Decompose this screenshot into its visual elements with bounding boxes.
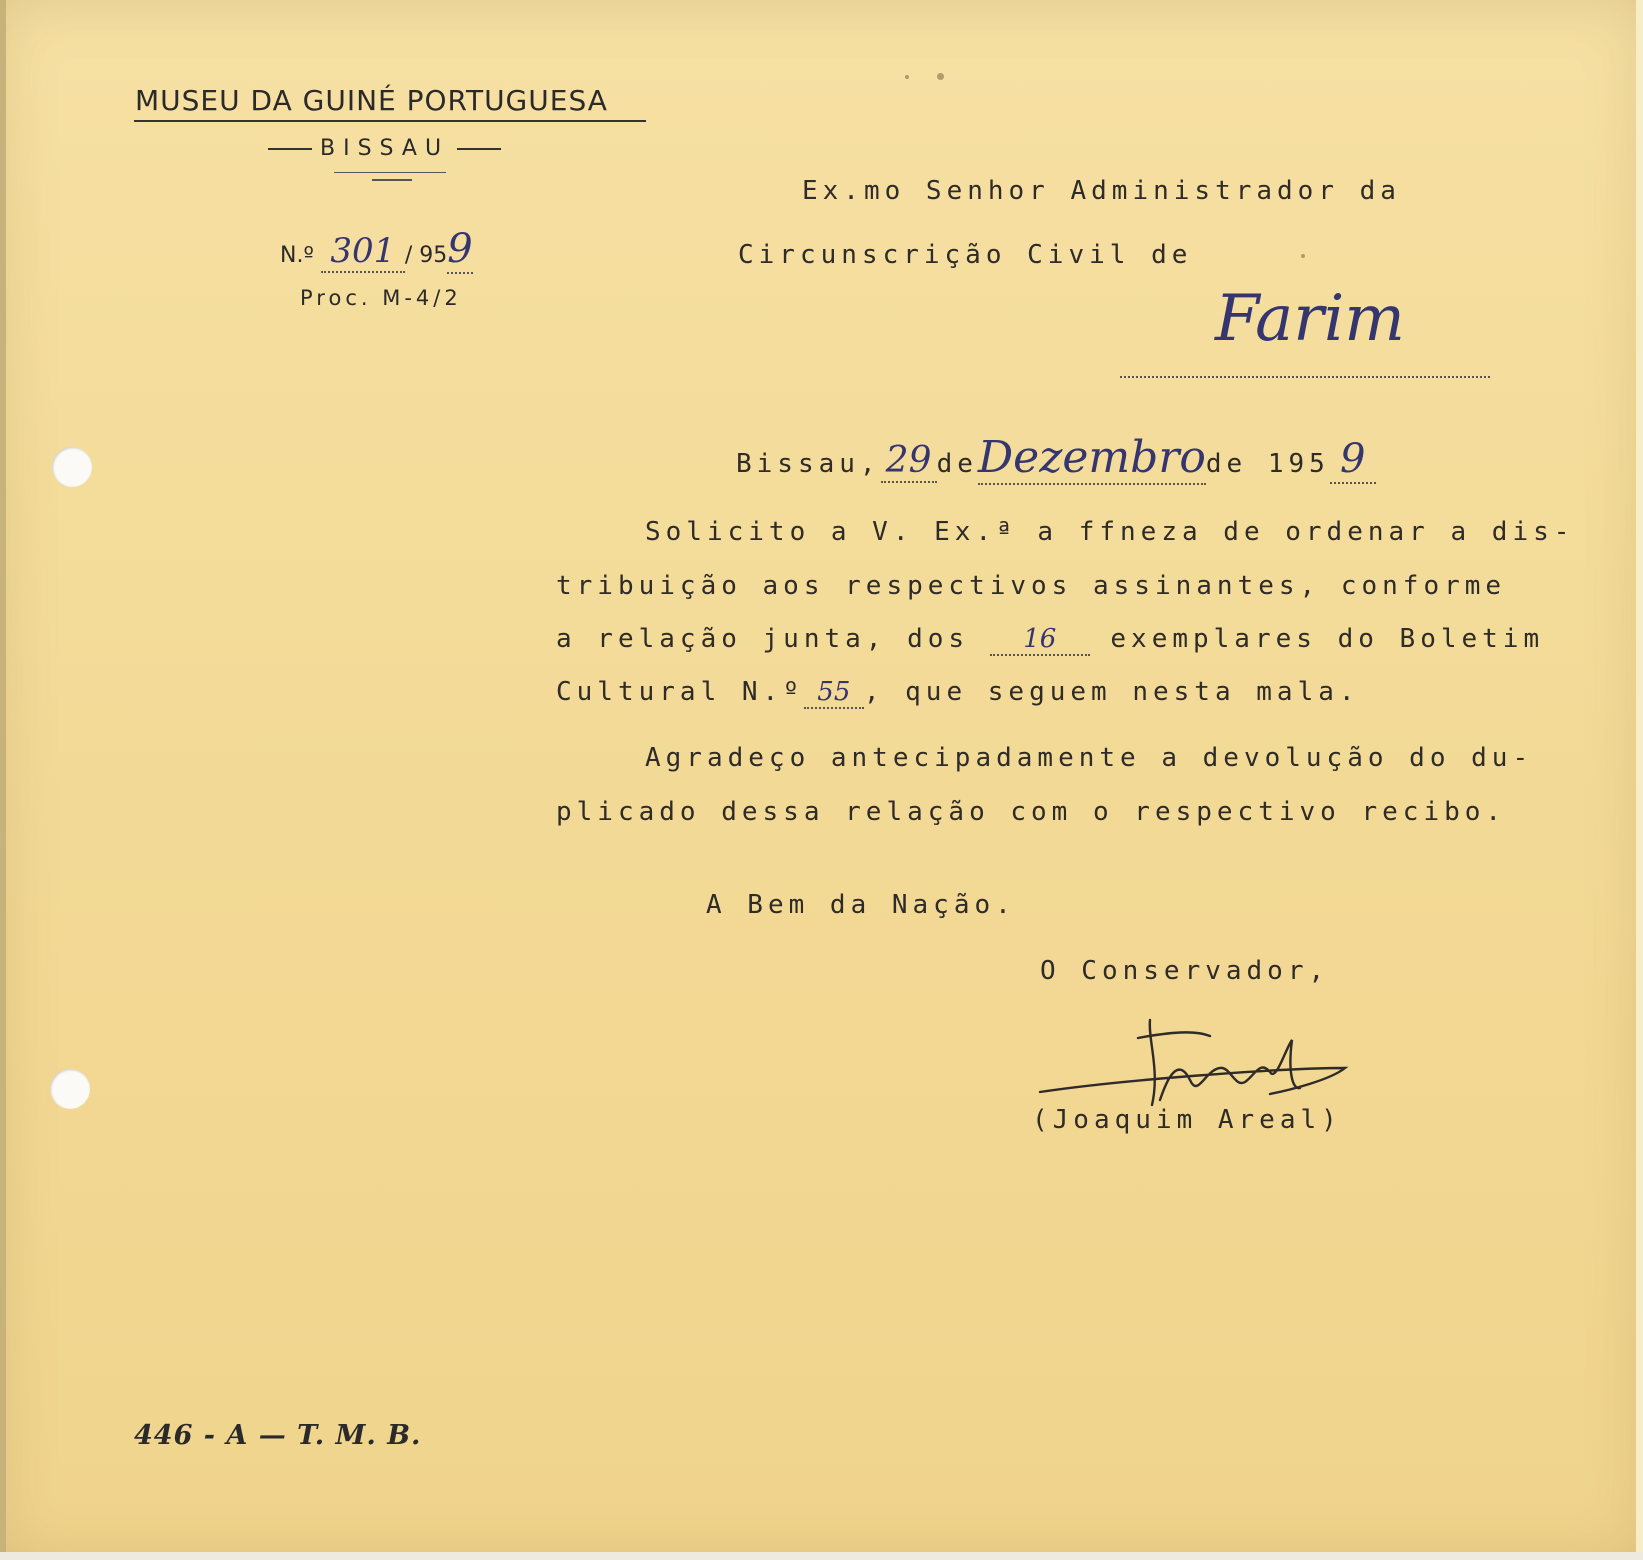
body-line-3-start: a relação junta, dos	[556, 624, 970, 654]
body-line-4-start: Cultural N.º	[556, 677, 804, 707]
body-line-3	[556, 624, 1544, 656]
body-line-2: tribuição aos respectivos assinantes, conforme	[556, 571, 1507, 601]
letterhead-rule	[134, 120, 646, 122]
date-day: 29	[881, 440, 937, 483]
body-line-4	[556, 677, 1360, 709]
addressee-line-1: Ex.mo Senhor Administrador da	[802, 176, 1401, 206]
process-reference: Proc. M-4/2	[300, 286, 462, 310]
date-year-suffix: 9	[1330, 436, 1376, 484]
addressee-place: Farim	[1215, 282, 1405, 356]
letterhead-divider	[334, 172, 446, 173]
bulletin-number: 55	[804, 677, 864, 709]
body-line-1: Solicito a V. Ex.ª a ffneza de ordenar a dis-	[645, 517, 1575, 547]
addressee-place-line	[1120, 376, 1490, 378]
reference-year-prefix: / 95	[404, 243, 448, 268]
date-de-1: de	[936, 449, 978, 479]
reference-number	[280, 226, 473, 274]
paper-right-edge	[1636, 0, 1643, 1560]
paper-spot	[937, 73, 944, 80]
signatory-role: O Conservador,	[1040, 956, 1330, 986]
date-year-prefix: 195	[1267, 449, 1330, 479]
body-line-4-end: , que seguem nesta mala.	[863, 677, 1360, 707]
signatory-name: (Joaquim Areal)	[1032, 1105, 1342, 1135]
paper-spot	[905, 75, 909, 79]
body-line-5: Agradeço antecipadamente a devolução do du-	[645, 743, 1534, 773]
institution-name: MUSEU DA GUINÉ PORTUGUESA	[135, 84, 608, 117]
body-line-6: plicado dessa relação com o respectivo recibo.	[556, 797, 1507, 827]
letterhead-divider-short	[372, 179, 412, 181]
closing-salutation: A Bem da Nação.	[706, 890, 1016, 920]
letterhead-city: BISSAU	[260, 136, 509, 161]
copies-count: 16	[990, 624, 1090, 656]
date-de-2: de	[1205, 449, 1248, 479]
paper-left-edge	[0, 0, 6, 1560]
reference-number-label: N.º	[280, 243, 314, 268]
date-month: Dezembro	[977, 432, 1206, 483]
date-line	[736, 432, 1376, 485]
form-code: 446 - A — T. M. B.	[134, 1420, 422, 1451]
addressee-line-2: Circunscrição Civil de	[738, 240, 1193, 270]
reference-number-value: 301	[321, 231, 405, 273]
paper-spot	[1301, 254, 1305, 258]
paper-bottom-edge	[0, 1552, 1643, 1560]
body-line-3-end: exemplares do Boletim	[1110, 624, 1545, 654]
punch-hole-top	[52, 447, 92, 487]
date-city: Bissau,	[736, 449, 881, 479]
reference-year-suffix: 9	[447, 226, 473, 272]
punch-hole-bottom	[50, 1069, 90, 1109]
